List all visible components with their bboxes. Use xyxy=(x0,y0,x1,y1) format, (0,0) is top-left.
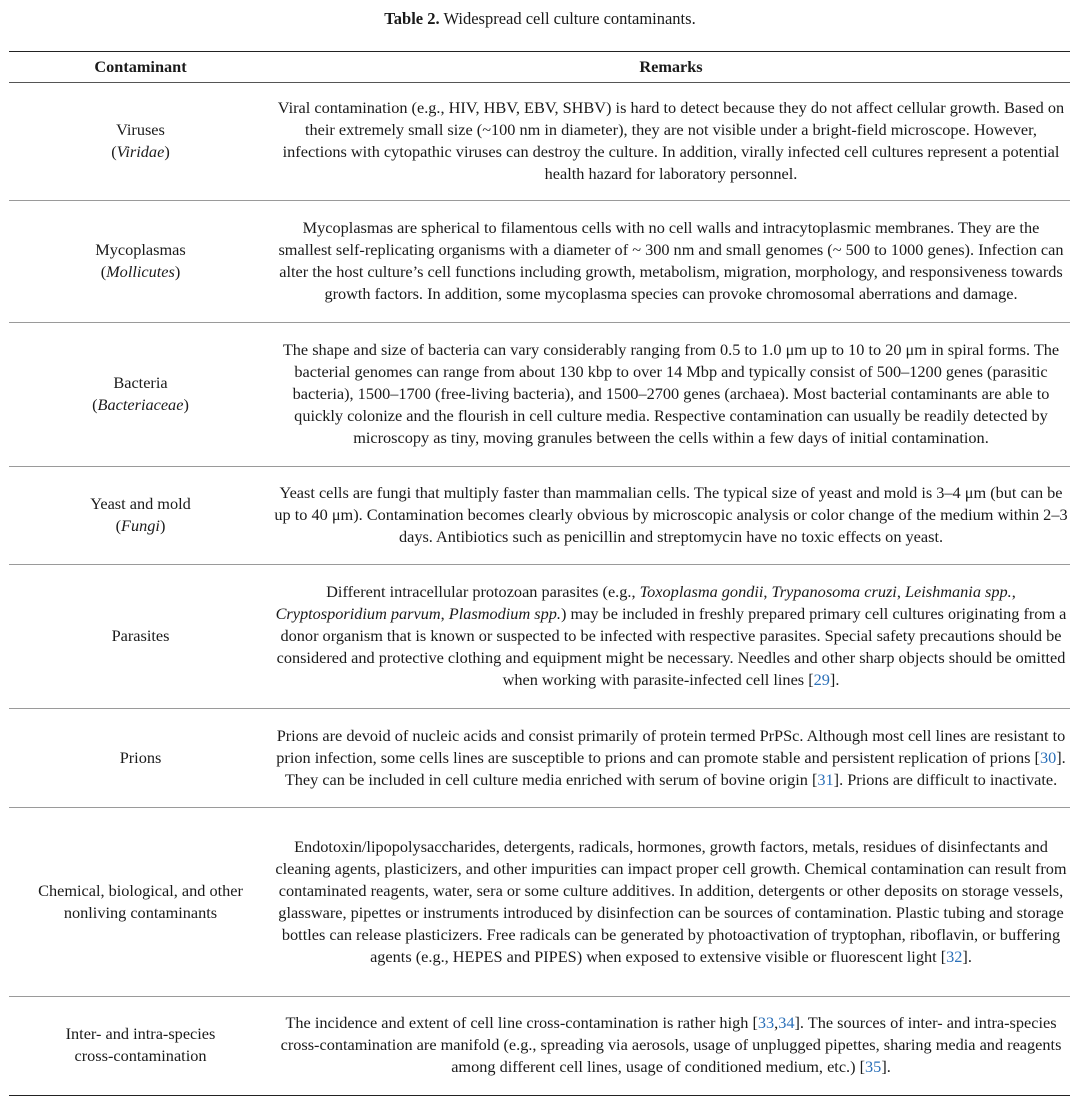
contaminant-name: Inter- and intra-species cross-contamination xyxy=(65,1024,216,1066)
table-row-mycoplasmas xyxy=(9,201,1070,323)
contaminants-table-wrapper xyxy=(9,51,1070,1096)
remark-text: , xyxy=(774,1013,779,1033)
remark-text: , xyxy=(1011,582,1016,601)
contaminant-name: Bacteria xyxy=(113,373,168,392)
remark-text: ]. They can be included in cell culture media enriched with serum of bovine origin [ xyxy=(284,747,1066,789)
table-row-cross-contamination xyxy=(9,997,1070,1095)
citation-link[interactable]: 29 xyxy=(813,670,830,689)
remark-text: ]. xyxy=(829,670,840,689)
remark-text: The incidence and extent of cell line cross-contamination is rather high [ xyxy=(285,1013,758,1033)
remark-cell: The shape and size of bacteria can vary considerably ranging from 0.5 to 1.0 μm up to 10 to 20 μm in spiral forms. The bacterial genomes can range from about 130 kbp to over 14 Mbp and typically consist of 500–1200 genes (parasitic bacteria), 1500–1700 (free-living bacteria), and 1500–2700 genes (archaea). Most bacterial contaminants are able to quickly colonize and the flourish in cell culture media. Respective contamination can usually be readily detected by microscopy as tiny, moving granules between the cells within a few days of initial contamination. xyxy=(272,323,1070,467)
remark-text: , xyxy=(896,582,905,601)
remark-text: Endotoxin/lipopolysaccharides, detergents, radicals, hormones, growth factors, metals, residues of disinfectants and cleaning agents, plasticizers, and other impurities can impact proper cell growth. Chemical contamination can result from contaminated reagents, water, sera or some culture additives. In addition, detergents or other deposits on storage vessels, glassware, pipettes or instruments introduced by disinfection can be sources of contamination. Plastic tubing and storage bottles can release plasticizers. Free radicals can be generated by photoactivation of tryptophan, riboflavin, or buffering agents (e.g., HEPES and PIPES) when exposed to extensive visible or fluorescent light [ xyxy=(275,836,1067,966)
species-name: Toxoplasma gondii xyxy=(639,582,764,601)
contaminant-cell xyxy=(9,709,272,808)
remark-cell xyxy=(272,565,1070,709)
header-contaminant: Contaminant xyxy=(9,52,272,83)
remark-cell xyxy=(272,709,1070,808)
table-caption xyxy=(0,9,1080,29)
remark-text: Different intracellular protozoan parasites (e.g., xyxy=(326,582,640,601)
contaminants-table xyxy=(9,52,1070,1095)
contaminant-name: Chemical, biological, and other nonliving contaminants xyxy=(38,880,243,922)
remark-text: , xyxy=(440,604,449,623)
remark-cell: Mycoplasmas are spherical to filamentous cells with no cell walls and intracytoplasmic membranes. They are the smallest self-replicating organisms with a diameter of ~ 300 nm and small genomes (~ 500 to 1000 genes). Infection can alter the host culture’s cell functions including growth, metabolism, migration, morphology, and responsiveness towards growth factors. In addition, some mycoplasma species can provoke chromosomal aberrations and damage. xyxy=(272,201,1070,323)
remark-cell: Viral contamination (e.g., HIV, HBV, EBV, SHBV) is hard to detect because they do not affect cellular growth. Based on their extremely small size (~100 nm in diameter), they are not visible under a bright-field microscope. However, infections with cytopathic viruses can destroy the culture. In addition, virally infected cell cultures represent a potential health hazard for laboratory personnel. xyxy=(277,98,1065,183)
citation-link[interactable]: 31 xyxy=(817,769,834,789)
contaminant-cell xyxy=(9,997,272,1095)
table-row-parasites xyxy=(9,565,1070,709)
citation-link[interactable]: 34 xyxy=(778,1013,795,1033)
species-name: Plasmodium spp. xyxy=(448,604,561,623)
remark-text: ) may be included in freshly prepared primary cell cultures originating from a donor organism that is known or suspected to be infected with respective parasites. Special safety precautions should be considered and protective clothing and equipment might be necessary. Needles and other sharp objects should be omitted when working with parasite-infected cell lines [ xyxy=(276,604,1067,689)
caption-text: Widespread cell culture contaminants. xyxy=(439,9,696,28)
citation-link[interactable]: 35 xyxy=(865,1057,882,1077)
contaminant-name: Prions xyxy=(119,747,162,767)
species-name: Cryptosporidium parvum xyxy=(275,604,441,623)
contaminant-name: Mycoplasmas xyxy=(95,240,186,259)
species-name: Leishmania spp. xyxy=(904,582,1012,601)
contaminant-cell: Viruses (Viridae) xyxy=(111,120,170,161)
species-name: Trypanosoma cruzi xyxy=(771,582,897,601)
contaminant-cell: Bacteria (Bacteriaceae) xyxy=(9,323,272,467)
contaminant-cell xyxy=(9,808,272,997)
header-remarks: Remarks xyxy=(272,52,1070,83)
citation-link[interactable]: 30 xyxy=(1039,747,1057,767)
remark-text: ]. Prions are difficult to inactivate. xyxy=(833,769,1058,789)
contaminant-name: Parasites xyxy=(111,626,170,645)
caption-label: Table 2. xyxy=(384,9,440,28)
table-row-viruses xyxy=(9,83,1070,201)
table-row-prions xyxy=(9,709,1070,808)
contaminant-name: Yeast and mold xyxy=(90,494,191,513)
contaminant-name: Viruses xyxy=(116,120,165,139)
contaminant-cell xyxy=(9,565,272,709)
table-row-chemical xyxy=(9,808,1070,997)
table-row-bacteria xyxy=(9,323,1070,467)
table-row-yeast-and-mold xyxy=(9,467,1070,565)
remark-text: ]. The sources of inter- and intra-species cross-contamination are manifold (e.g., spreading via aerosols, usage of unplugged pipettes, sharing media and reagents among different cell lines, usage of conditioned medium, etc.) [ xyxy=(280,1013,1062,1077)
citation-link[interactable]: 32 xyxy=(946,946,963,966)
contaminant-latin: Mollicutes xyxy=(106,262,175,281)
remark-text: ]. xyxy=(881,1057,891,1077)
remark-text: , xyxy=(763,582,772,601)
contaminant-cell: Mycoplasmas (Mollicutes) xyxy=(9,201,272,323)
contaminant-cell: Yeast and mold (Fungi) xyxy=(9,467,272,565)
contaminant-latin: Viridae xyxy=(116,142,165,161)
remark-text: ]. xyxy=(962,946,972,966)
remark-cell: Yeast cells are fungi that multiply faster than mammalian cells. The typical size of yeast and mold is 3–4 μm (but can be up to 40 μm). Contamination becomes clearly obvious by microscopic analysis or color change of the medium within 2–3 days. Antibiotics such as penicillin and streptomycin have no toxic effects on yeast. xyxy=(272,467,1070,565)
contaminant-latin: Fungi xyxy=(121,516,160,535)
contaminant-latin: Bacteriaceae xyxy=(97,395,184,414)
remark-text: Prions are devoid of nucleic acids and consist primarily of protein termed PrPSc. Although most cell lines are resistant to prion infection, some cells lines are susceptible to prions and can promote stable and persistent replication of prions [ xyxy=(276,725,1066,767)
remark-cell xyxy=(272,997,1070,1095)
citation-link[interactable]: 33 xyxy=(757,1013,775,1033)
table-header-row xyxy=(9,52,1070,83)
remark-cell xyxy=(272,808,1070,997)
